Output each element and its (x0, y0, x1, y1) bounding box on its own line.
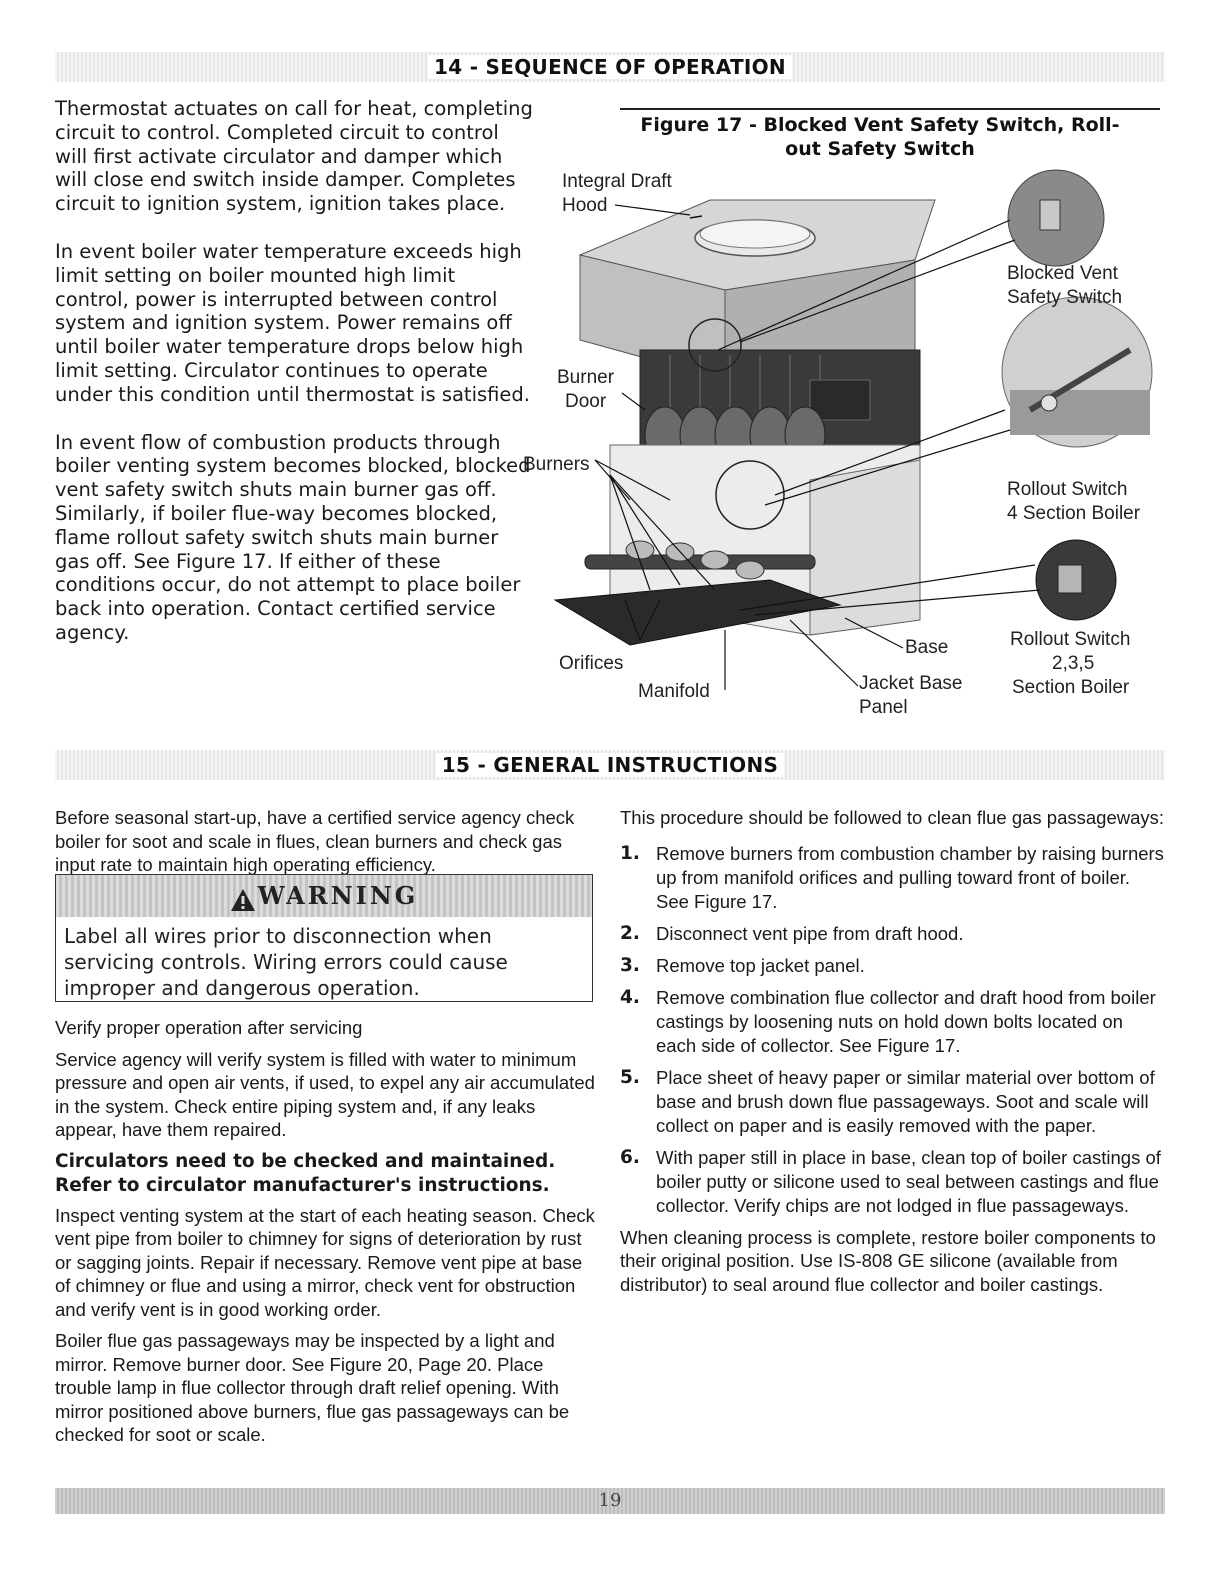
label-sections-235: 2,3,5 (1052, 653, 1095, 674)
warning-header (56, 875, 592, 917)
step-item: 6. With paper still in place in base, clean top of boiler castings of boiler putty or silicone used to seal between castings and flue collector. Verify chips are not lodged in flue passageways. (620, 1146, 1161, 1216)
inspect-venting-paragraph: Inspect venting system at the start of each heating season. Check vent pipe from boiler to chimney for signs of deterioration by rust or sagging joints. Repair if necessary. Remove vent pipe at base of chimney or flue and using a mirror, check vent for obstruction and verify vent is in good working order. (55, 1204, 595, 1320)
step-item: 4. Remove combination flue collector and draft hood from boiler castings by loosening nuts on hold down bolts located on each side of collector. See Figure 17. (620, 986, 1156, 1056)
warning-box (55, 874, 593, 1002)
paragraph-thermostat: Thermostat actuates on call for heat, completing circuit to control. Completed circuit to control will first activate circulator and damper which will close end switch inside damper. Completes circuit to ignition system, ignition takes place. (55, 97, 533, 216)
label-panel: Panel (859, 697, 908, 718)
section-14-text (55, 97, 535, 645)
section-15-left-lower (55, 1016, 600, 1455)
label-rollout-switch-235: Rollout Switch (1010, 629, 1131, 650)
section-15-left (55, 806, 595, 885)
label-rollout-switch-4: Rollout Switch (1007, 479, 1128, 500)
label-door: Door (565, 391, 607, 412)
label-orifices: Orifices (559, 653, 624, 674)
section-14-bar (55, 52, 1165, 82)
label-burner: Burner (557, 367, 615, 388)
step-item: 3. Remove top jacket panel. (620, 954, 865, 976)
label-235-section-boiler: Section Boiler (1012, 677, 1130, 698)
warning-text: Label all wires prior to disconnection when servicing controls. Wiring errors could cause improper and dangerous operation. (64, 924, 508, 1000)
paragraph-blocked-vent: In event flow of combustion products through boiler venting system becomes blocked, blocked vent safety switch shuts main burner gas off. Similarly, if boiler flue-way becomes blocked, flame rollout safety switch shuts main burner gas off. See Figure 17. If either of these conditions occur, do not attempt to place boiler back into operation. Contact certified service agency. (55, 430, 531, 644)
step-item: 2. Disconnect vent pipe from draft hood. (620, 922, 964, 944)
section-15-title: 15 - GENERAL INSTRUCTIONS (55, 753, 1165, 777)
label-base: Base (905, 637, 949, 658)
flue-passageways-paragraph: Boiler flue gas passageways may be inspected by a light and mirror. Remove burner door. See Figure 20, Page 20. Place trouble lamp in flue collector through draft relief opening. With mirror positioned above burners, flue gas passageways can be checked for soot or scale. (55, 1330, 570, 1445)
label-jacket-base: Jacket Base (859, 673, 963, 694)
label-4-section-boiler: 4 Section Boiler (1007, 503, 1141, 524)
warning-heading: WARNING (257, 881, 419, 910)
page-number: 19 (598, 1490, 622, 1511)
verify-paragraph: Verify proper operation after servicing (55, 1017, 363, 1038)
paragraph-high-limit: In event boiler water temperature exceeds high limit setting on boiler mounted high limit control, power is interrupted between control system and ignition system. Power remains off until boiler water temperature drops below high limit setting. Circulator continues to operate under this condition until thermostat is satisfied. (55, 239, 531, 406)
label-blocked-vent: Blocked Vent (1007, 263, 1118, 284)
label-hood: Hood (562, 195, 608, 216)
label-safety-switch: Safety Switch (1007, 287, 1123, 308)
closing-paragraph: When cleaning process is complete, restore boiler components to their original position. Use IS-808 GE silicone (available from distributor) to seal around flue collector and boiler castings. (620, 1226, 1156, 1295)
circulators-notice: Circulators need to be checked and maintained. Refer to circulator manufacturer's instructions. (55, 1150, 556, 1196)
step-item: 1. Remove burners from combustion chamber by raising burners up from manifold orifices and pulling toward front of boiler. See Figure 17. (620, 842, 1164, 912)
intro-paragraph: Before seasonal start-up, have a certified service agency check boiler for soot and scale in flues, clean burners and check gas input rate to maintain high operating efficiency. (55, 807, 575, 875)
section-14-title: 14 - SEQUENCE OF OPERATION (55, 55, 1165, 79)
label-manifold: Manifold (638, 681, 710, 702)
step-item: 5. Place sheet of heavy paper or similar material over bottom of base and brush down flue passageways. Soot and scale will collect on paper and is easily removed with the paper. (620, 1066, 1155, 1136)
section-15-bar (55, 750, 1165, 780)
label-burners: Burners (523, 454, 590, 475)
label-integral-draft: Integral Draft (562, 171, 672, 192)
procedure-intro: This procedure should be followed to clean flue gas passageways: (620, 807, 1165, 828)
section-15-right (620, 806, 1165, 1304)
service-agency-paragraph: Service agency will verify system is filled with water to minimum pressure and open air vents, if used, to expel any air accumulated in the system. Check entire piping system and, if any leaks appear, have them repaired. (55, 1048, 595, 1140)
footer-bar (55, 1488, 1165, 1514)
warning-triangle-icon (230, 888, 256, 912)
figure-17-rule (620, 108, 1160, 110)
figure-17-title: Figure 17 - Blocked Vent Safety Switch, Roll- out Safety Switch (640, 114, 1120, 160)
cleaning-steps (620, 842, 1165, 1218)
